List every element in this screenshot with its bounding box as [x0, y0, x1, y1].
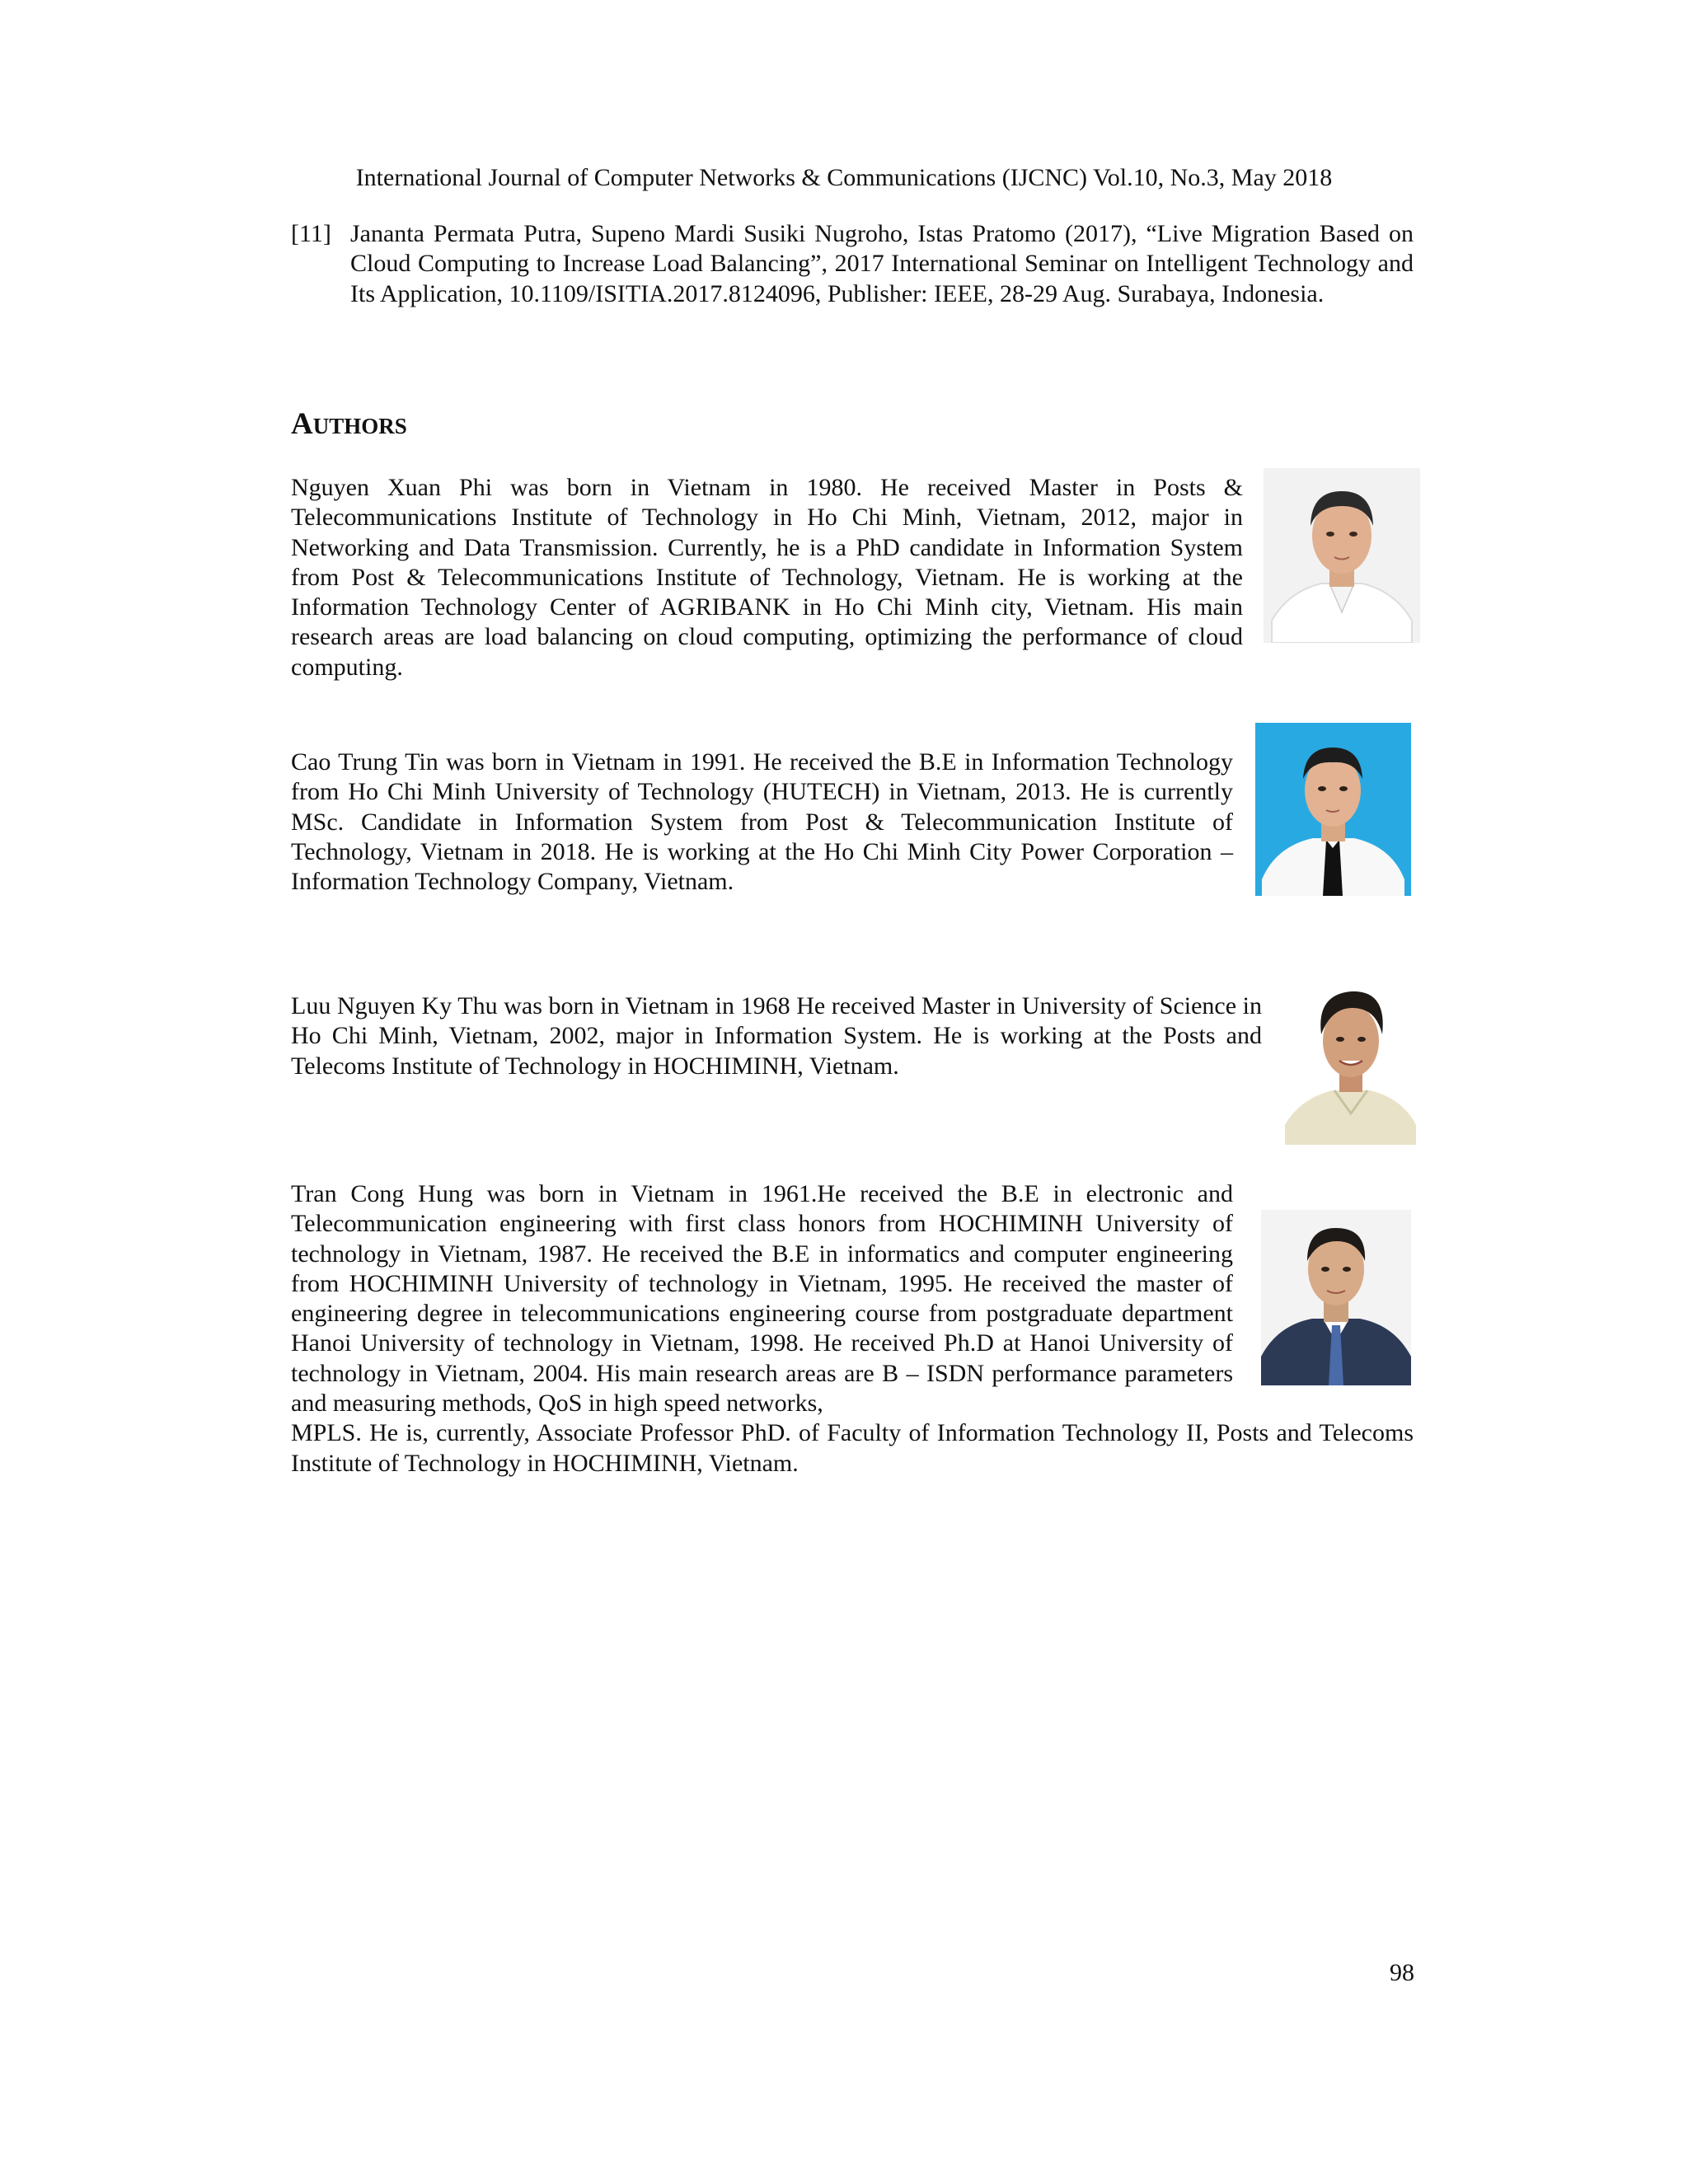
reference-text: Jananta Permata Putra, Supeno Mardi Susiki Nugroho, Istas Pratomo (2017), “Live Migration Based on Cloud Computing to Increase Load Balancing”, 2017 International Seminar on Intelligent Technology and Its Application, 10.1109/ISITIA.2017.8124096, Publisher: IEEE, 28-29 Aug. Surabaya, Indonesia. — [350, 220, 1414, 307]
journal-header: International Journal of Computer Networks & Communications (IJCNC) Vol.10, No.3, May 2018 — [355, 164, 1333, 191]
author-photo-4 — [1261, 1210, 1411, 1385]
author-bio-4 — [291, 1179, 1414, 1479]
author-bio-3 — [291, 991, 1262, 1081]
author-bio-2 — [291, 748, 1233, 897]
author-bio-4-text-full: MPLS. He is, currently, Associate Professor PhD. of Faculty of Information Technology II, Posts and Telecoms Institute of Technology in HOCHIMINH, Vietnam. — [291, 1419, 1414, 1477]
section-title-initial: A — [291, 407, 313, 441]
reference-entry — [291, 219, 1414, 309]
section-title-rest: UTHORS — [312, 414, 407, 438]
author-photo-2-image — [1255, 723, 1411, 896]
author-photo-2 — [1255, 723, 1411, 896]
reference-number: [11] — [291, 220, 331, 247]
author-photo-3-image — [1283, 975, 1418, 1145]
author-bio-1 — [291, 473, 1243, 682]
author-bio-2-text: Cao Trung Tin was born in Vietnam in 1991. He received the B.E in Information Technology from Ho Chi Minh University of Technology (HUTECH) in Vietnam, 2013. He is currently MSc. Candidate in Information System from Post & Telecommunication Institute of Technology, Vietnam in 2018. He is working at the Ho Chi Minh City Power Corporation – Information Technology Company, Vietnam. — [291, 748, 1233, 896]
author-bio-1-text: Nguyen Xuan Phi was born in Vietnam in 1980. He received Master in Posts & Telecommunications Institute of Technology in Ho Chi Minh, Vietnam, 2012, major in Networking and Data Transmission. Currently, he is a PhD candidate in Information System from Post & Telecommunications Institute of Technology, Vietnam. He is working at the Information Technology Center of AGRIBANK in Ho Chi Minh city, Vietnam. His main research areas are load balancing on cloud computing, optimizing the performance of cloud computing. — [291, 474, 1243, 681]
section-title-authors — [291, 408, 407, 443]
author-photo-3 — [1283, 975, 1418, 1145]
author-photo-1 — [1264, 468, 1420, 643]
author-photo-4-image — [1261, 1210, 1411, 1385]
author-bio-4-text-wrapped: Tran Cong Hung was born in Vietnam in 1961.He received the B.E in electronic and Telecommunication engineering with first class honors from HOCHIMINH University of technology in Vietnam, 1987. He received the B.E in informatics and computer engineering from HOCHIMINH University of technology in Vietnam, 1995. He received the master of engineering degree in telecommunications engineering course from postgraduate department Hanoi University of technology in Vietnam, 1998. He received Ph.D at Hanoi University of technology in Vietnam, 2004. His main research areas are B – ISDN performance parameters and measuring methods, QoS in high speed networks, — [291, 1180, 1233, 1418]
author-bio-3-text: Luu Nguyen Ky Thu was born in Vietnam in 1968 He received Master in University of Science in Ho Chi Minh, Vietnam, 2002, major in Information System. He is working at the Posts and Telecoms Institute of Technology in HOCHIMINH, Vietnam. — [291, 992, 1262, 1080]
page-number: 98 — [1390, 1959, 1414, 1986]
author-photo-1-image — [1264, 468, 1420, 643]
